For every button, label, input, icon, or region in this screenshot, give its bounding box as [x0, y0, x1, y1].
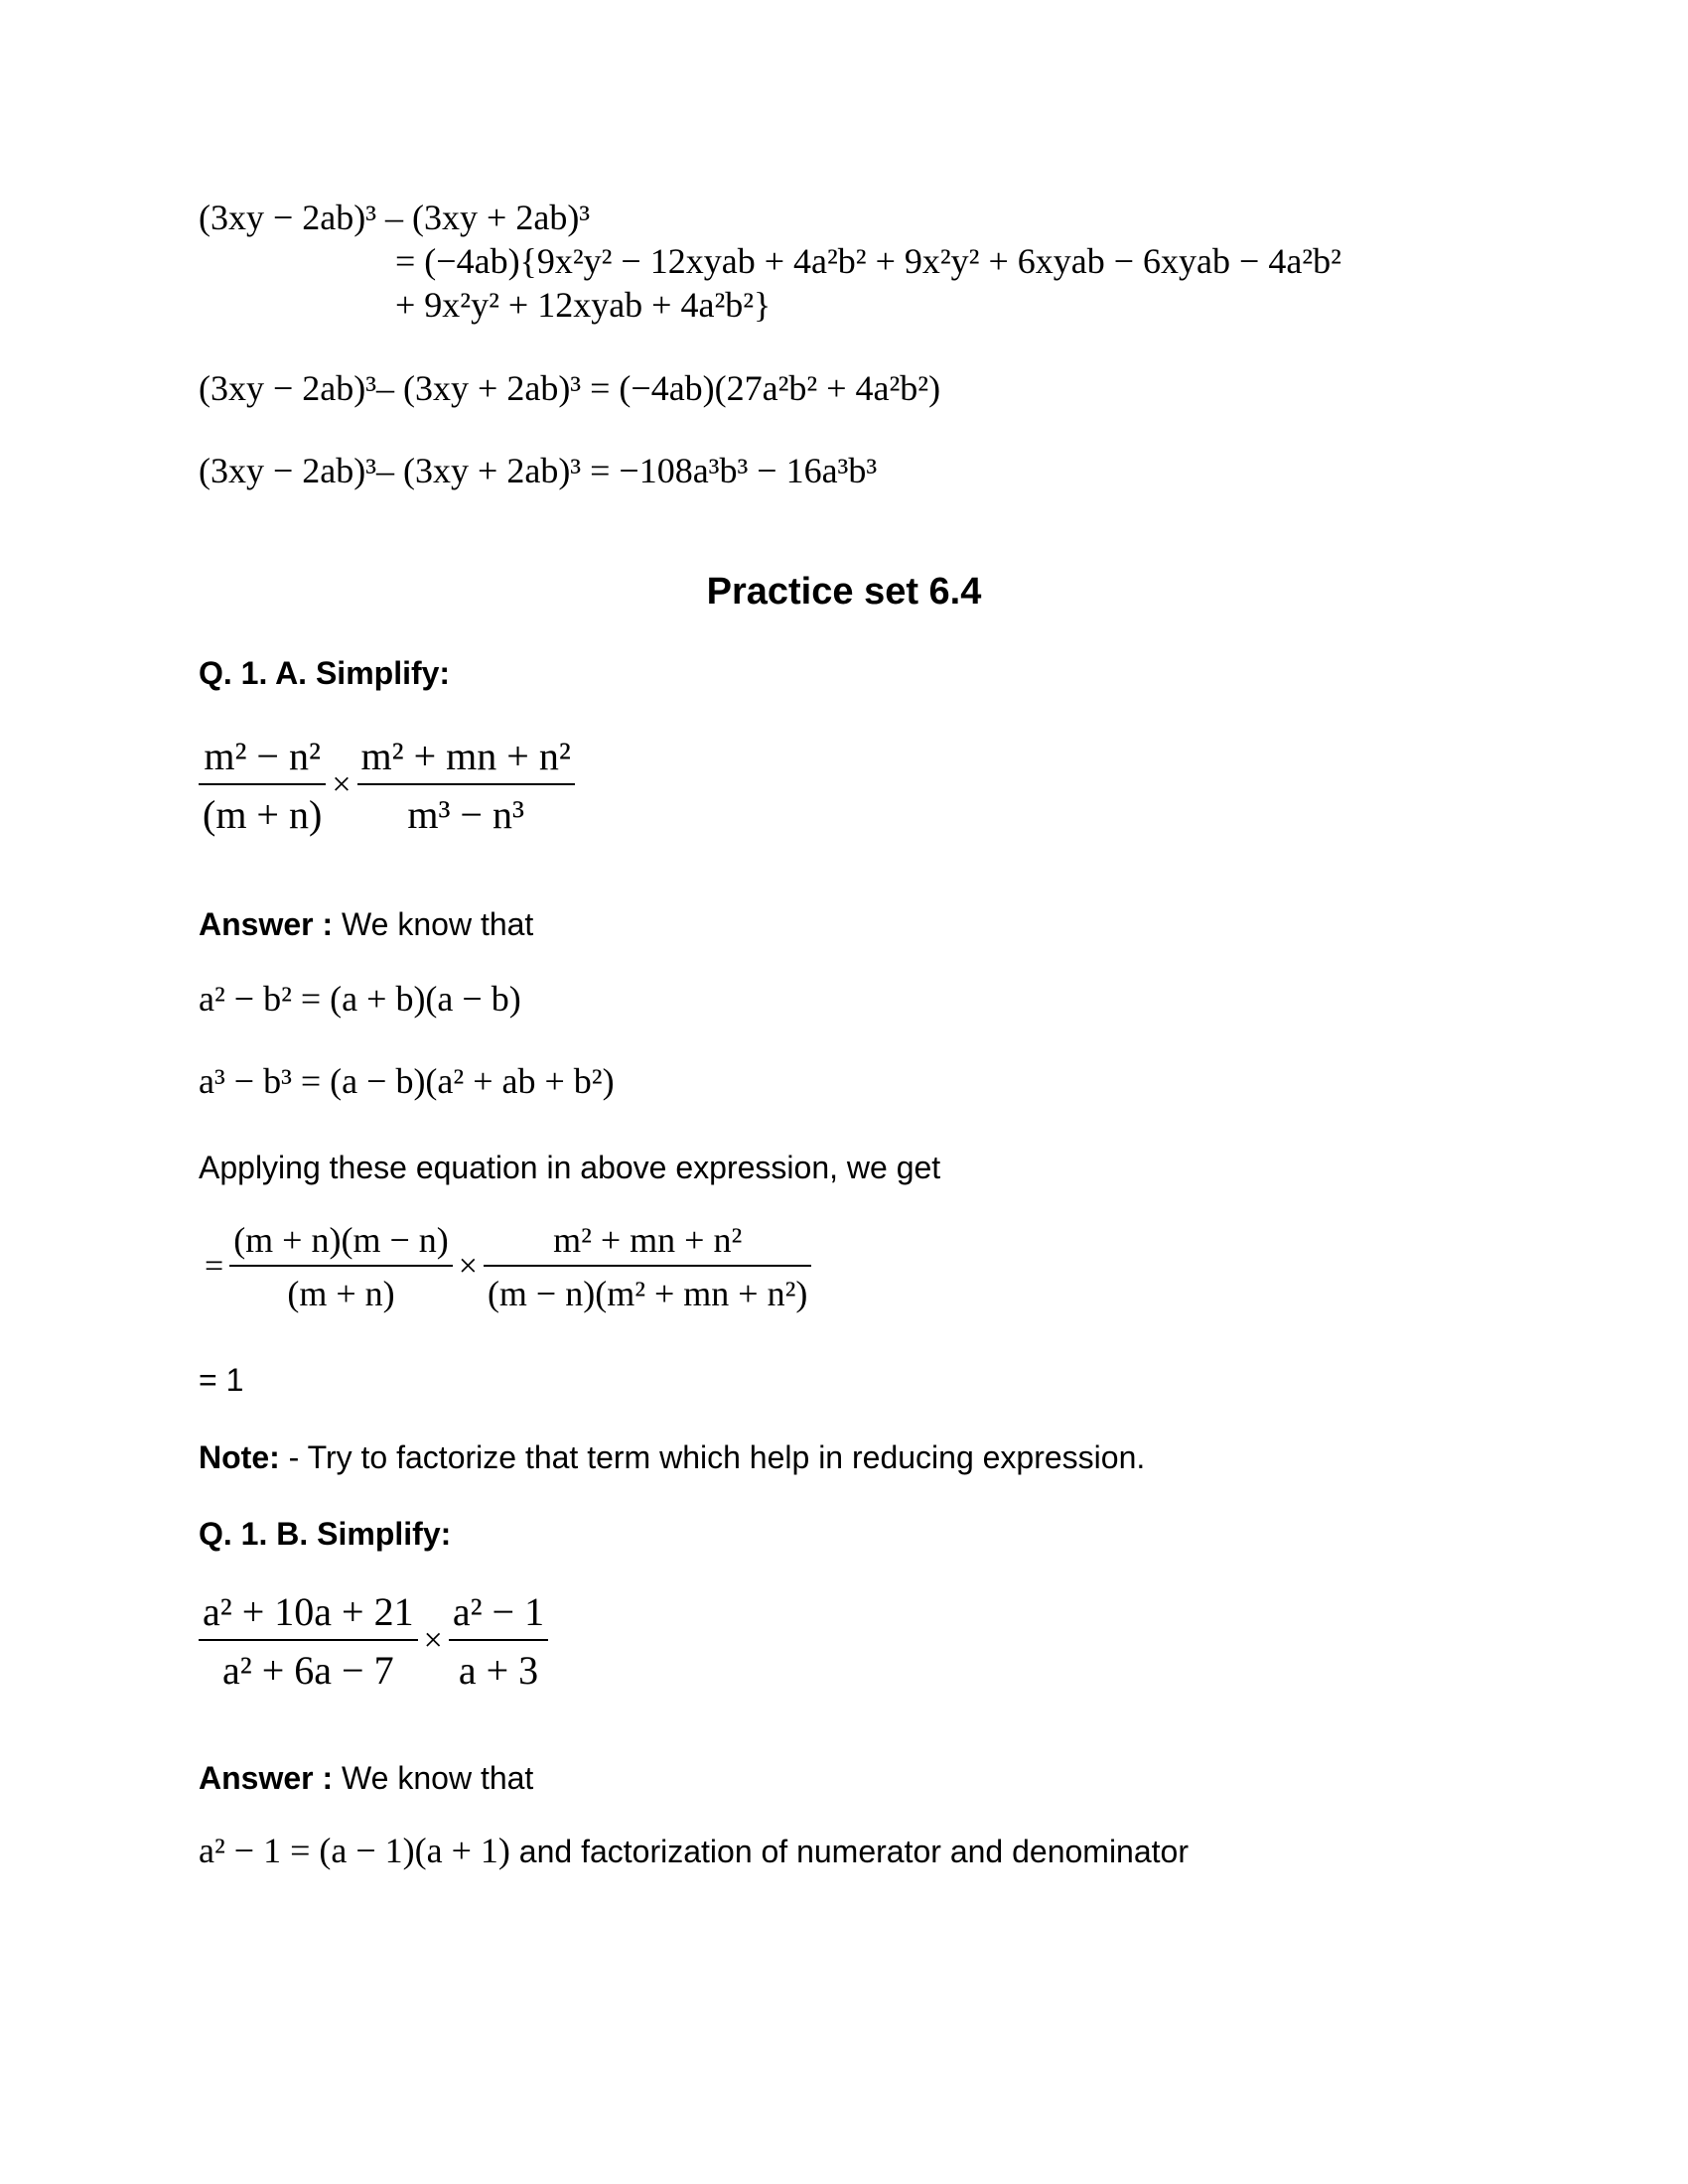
q1a-solution-fraction-1 — [229, 1219, 453, 1314]
times-sign: × — [458, 1248, 478, 1285]
answer-text: We know that — [333, 906, 534, 942]
q1b-answer — [199, 1760, 533, 1797]
q1a-frac1-denominator: (m + n) — [203, 792, 323, 837]
q1a-heading: Q. 1. A. Simplify: — [199, 655, 451, 691]
derivation-line1-rhs2: + 9x²y² + 12xyab + 4a²b²} — [395, 285, 772, 325]
identity-diff-squares: a² − b² = (a + b)(a − b) — [199, 979, 521, 1019]
q1b-frac2-numerator: a² − 1 — [449, 1588, 548, 1641]
note-text: - Try to factorize that term which help in reducing expression. — [279, 1439, 1146, 1475]
q1a-expression — [199, 733, 575, 838]
q1b-frac1-numerator: a² + 10a + 21 — [199, 1588, 418, 1641]
solution-frac2-numerator: m² + mn + n² — [484, 1219, 811, 1267]
times-sign: × — [423, 1622, 443, 1659]
q1a-answer — [199, 906, 533, 943]
q1a-frac2-denominator: m³ − n³ — [407, 792, 524, 837]
q1a-fraction-2 — [357, 733, 575, 838]
solution-frac1-denominator: (m + n) — [287, 1274, 395, 1313]
q1b-heading: Q. 1. B. Simplify: — [199, 1516, 452, 1552]
q1a-result: = 1 — [199, 1362, 244, 1398]
section-title: Practice set 6.4 — [706, 571, 982, 613]
times-sign: × — [332, 766, 352, 803]
note-label: Note: — [199, 1439, 280, 1475]
solution-frac2-denominator: (m − n)(m² + mn + n²) — [487, 1274, 808, 1313]
q1b-fraction-1 — [199, 1588, 418, 1694]
answer-label: Answer : — [199, 906, 334, 942]
applying-text: Applying these equation in above expression, we get — [199, 1150, 941, 1185]
q1b-frac2-denominator: a + 3 — [458, 1648, 539, 1693]
answer-label: Answer : — [199, 1760, 334, 1796]
derivation-line3: (3xy − 2ab)³– (3xy + 2ab)³ = −108a³b³ − 16a³b³ — [199, 451, 878, 490]
derivation-line1-lhs: (3xy − 2ab)³ – (3xy + 2ab)³ — [199, 198, 591, 237]
q1b-identity-line — [199, 1830, 1189, 1871]
q1a-frac2-numerator: m² + mn + n² — [357, 733, 575, 785]
q1b-fraction-2 — [449, 1588, 548, 1694]
derivation-line2: (3xy − 2ab)³– (3xy + 2ab)³ = (−4ab)(27a²b² + 4a²b²) — [199, 368, 941, 408]
q1a-solution-fraction-2 — [484, 1219, 811, 1314]
solution-frac1-numerator: (m + n)(m − n) — [229, 1219, 453, 1267]
q1b-expression — [199, 1588, 548, 1694]
identity-a-squared-minus-one: a² − 1 = (a − 1)(a + 1) — [199, 1831, 510, 1870]
identity-diff-cubes: a³ − b³ = (a − b)(a² + ab + b²) — [199, 1061, 615, 1101]
q1a-frac1-numerator: m² − n² — [199, 733, 326, 785]
equals-sign: = — [205, 1248, 224, 1285]
derivation-line1-rhs1: = (−4ab){9x²y² − 12xyab + 4a²b² + 9x²y² + 6xyab − 6xyab − 4a²b² — [395, 241, 1341, 281]
q1a-solution-expression — [199, 1219, 811, 1314]
q1a-note — [199, 1439, 1145, 1476]
identity-suffix-text: and factorization of numerator and denominator — [509, 1834, 1189, 1869]
q1a-fraction-1 — [199, 733, 326, 838]
q1b-frac1-denominator: a² + 6a − 7 — [222, 1648, 394, 1693]
answer-text: We know that — [333, 1760, 534, 1796]
